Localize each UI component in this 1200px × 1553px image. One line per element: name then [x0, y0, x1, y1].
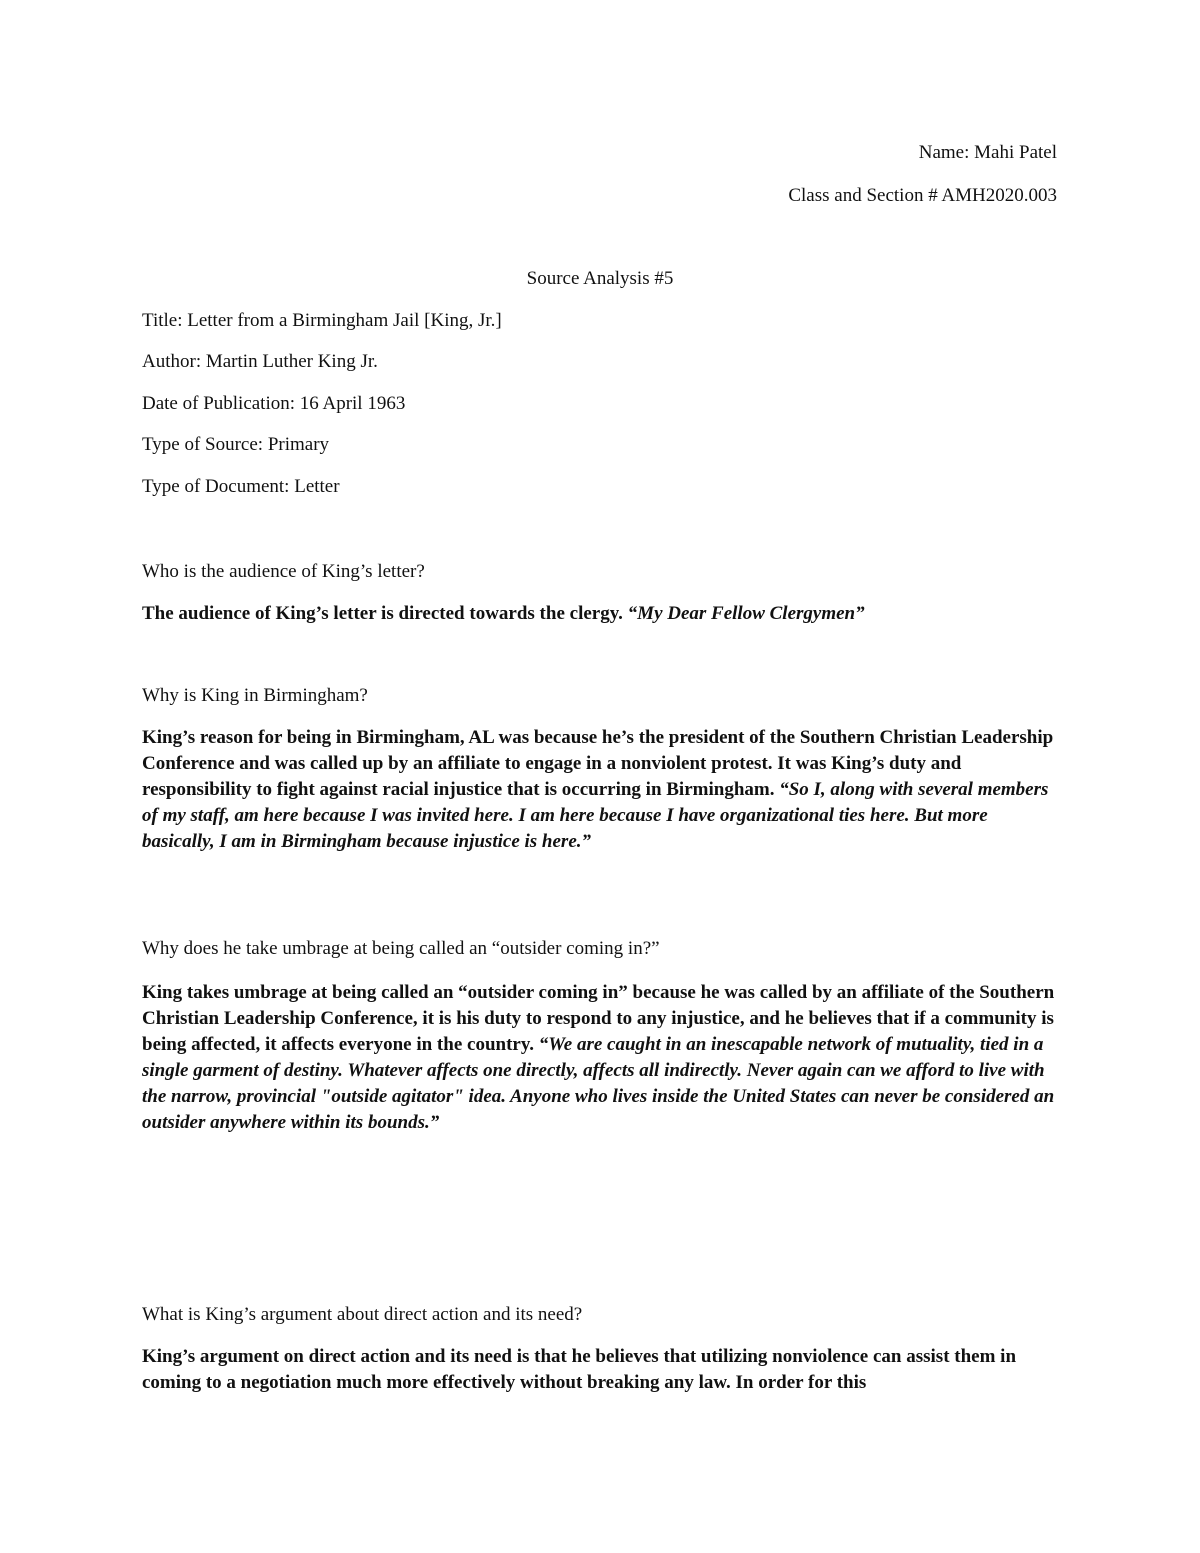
- answer-2-quote: “So I, along with several members of my staff, am here because I was invited here. I am here because I have organizational ties here. But more basically, I am in Birmingham because injustice is here.”: [142, 779, 1049, 852]
- question-2: Why is King in Birmingham?: [142, 685, 368, 706]
- document-title: Source Analysis #5: [526, 268, 674, 289]
- question-3: Why does he take umbrage at being called an “outsider coming in?”: [142, 938, 660, 959]
- meta-date: Date of Publication: 16 April 1963: [142, 393, 406, 414]
- student-name: Name: Mahi Patel: [918, 142, 1057, 163]
- answer-3: [142, 980, 1062, 1136]
- answer-1: [142, 601, 1062, 627]
- answer-2-text: King’s reason for being in Birmingham, AL was because he’s the president of the Southern Christian Leadership Conference and was called up by an affiliate to engage in a nonviolent protest. It was King’s duty and responsibility to fight against racial injustice that is occurring in Birmingham.: [142, 727, 1054, 800]
- answer-3-text: King takes umbrage at being called an “outsider coming in” because he was called by an affiliate of the Southern Christian Leadership Conference, it is his duty to respond to any injustice, and he believes that if a community is being affected, it affects everyone in the country.: [142, 982, 1055, 1055]
- answer-1-quote: “My Dear Fellow Clergymen”: [627, 603, 865, 624]
- question-1: Who is the audience of King’s letter?: [142, 561, 425, 582]
- answer-2: [142, 725, 1062, 855]
- meta-document-type: Type of Document: Letter: [142, 476, 340, 497]
- meta-source-type: Type of Source: Primary: [142, 434, 330, 455]
- answer-4-text: King’s argument on direct action and its need is that he believes that utilizing nonviolence can assist them in coming to a negotiation much more effectively without breaking any law. In order for this: [142, 1346, 1017, 1393]
- answer-4: [142, 1344, 1062, 1396]
- question-4: What is King’s argument about direct action and its need?: [142, 1304, 583, 1325]
- meta-author: Author: Martin Luther King Jr.: [142, 351, 378, 372]
- meta-title: Title: Letter from a Birmingham Jail [King, Jr.]: [142, 310, 502, 331]
- class-section: Class and Section # AMH2020.003: [788, 185, 1057, 206]
- answer-3-quote: “We are caught in an inescapable network of mutuality, tied in a single garment of destiny. Whatever affects one directly, affects all indirectly. Never again can we afford to live with the narrow, provincial "outside agitator" idea. Anyone who lives inside the United States can never be considered an outsider anywhere within its bounds.”: [142, 1034, 1055, 1133]
- answer-1-text: The audience of King’s letter is directed towards the clergy.: [142, 603, 628, 624]
